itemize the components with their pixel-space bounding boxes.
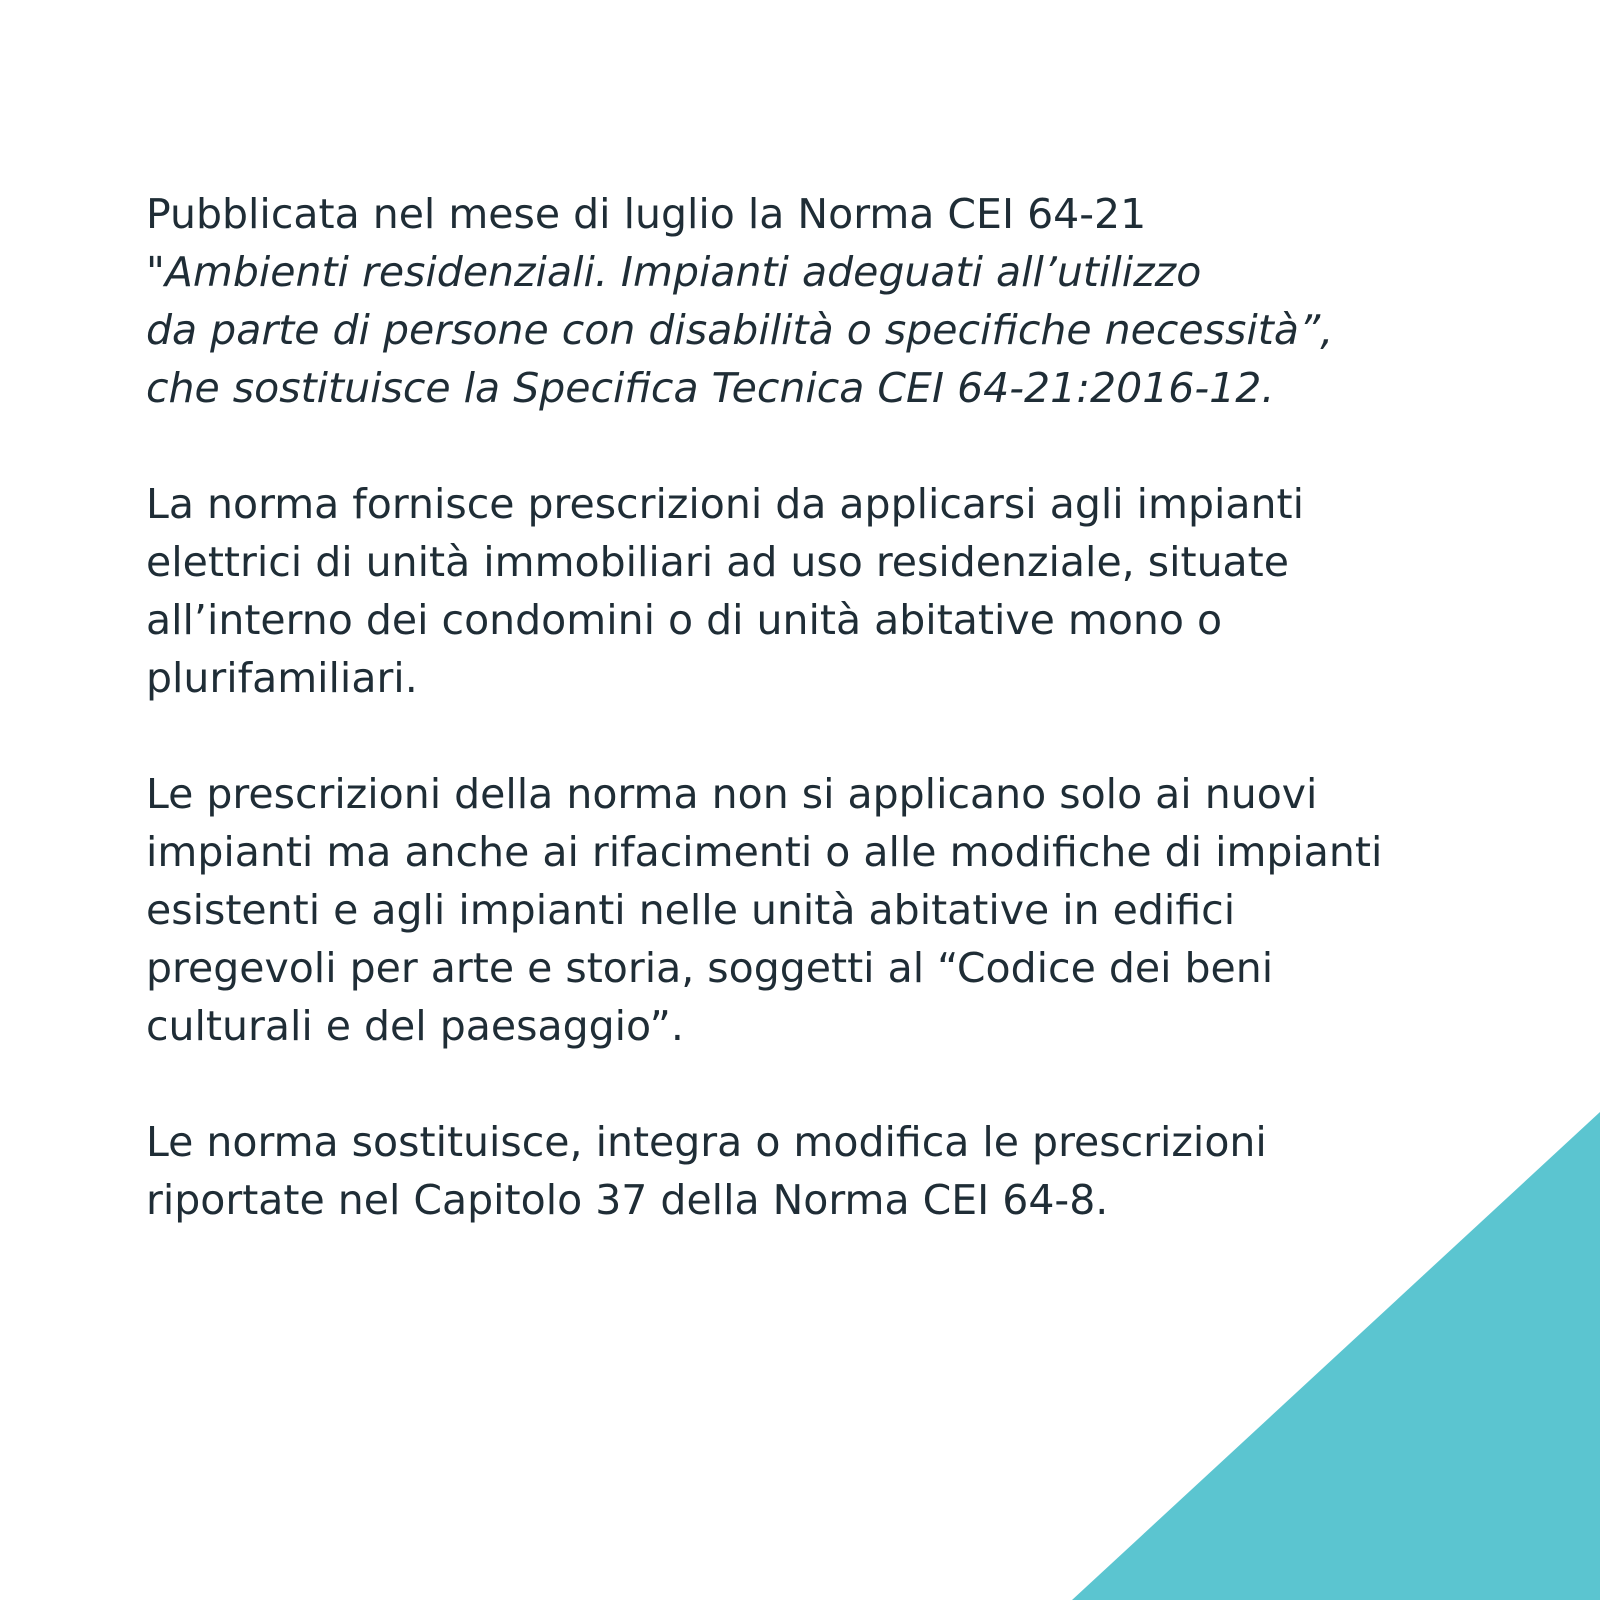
text-line: Le norma sostituisce, integra o modifica le prescrizioni bbox=[146, 1118, 1267, 1166]
text-line: culturali e del paesaggio”. bbox=[146, 1002, 684, 1050]
text-line: pregevoli per arte e storia, soggetti al “Codice dei beni bbox=[146, 944, 1274, 992]
paragraph-application bbox=[146, 765, 1506, 1055]
text-line-italic: "Ambienti residenziali. Impianti adeguati all’utilizzo bbox=[146, 248, 1202, 296]
text-line: esistenti e agli impianti nelle unità abitative in edifici bbox=[146, 886, 1236, 934]
text-line: Le prescrizioni della norma non si applicano solo ai nuovi bbox=[146, 770, 1318, 818]
paragraph-intro bbox=[146, 185, 1506, 417]
text-line: plurifamiliari. bbox=[146, 654, 418, 702]
paragraph-replacement bbox=[146, 1113, 1506, 1229]
text-line: elettrici di unità immobiliari ad uso residenziale, situate bbox=[146, 538, 1289, 586]
text-line: riportate nel Capitolo 37 della Norma CEI 64-8. bbox=[146, 1176, 1109, 1224]
text-line: impianti ma anche ai rifacimenti o alle modifiche di impianti bbox=[146, 828, 1383, 876]
text-line-italic: da parte di persone con disabilità o specifiche necessità”, bbox=[146, 306, 1334, 354]
text-line: La norma fornisce prescrizioni da applicarsi agli impianti bbox=[146, 480, 1304, 528]
paragraph-scope bbox=[146, 475, 1506, 707]
text-line: Pubblicata nel mese di luglio la Norma CEI 64-21 bbox=[146, 190, 1147, 238]
text-body bbox=[146, 185, 1506, 1229]
text-line-italic: che sostituisce la Specifica Tecnica CEI 64-21:2016-12. bbox=[146, 364, 1275, 412]
text-line: all’interno dei condomini o di unità abitative mono o bbox=[146, 596, 1223, 644]
